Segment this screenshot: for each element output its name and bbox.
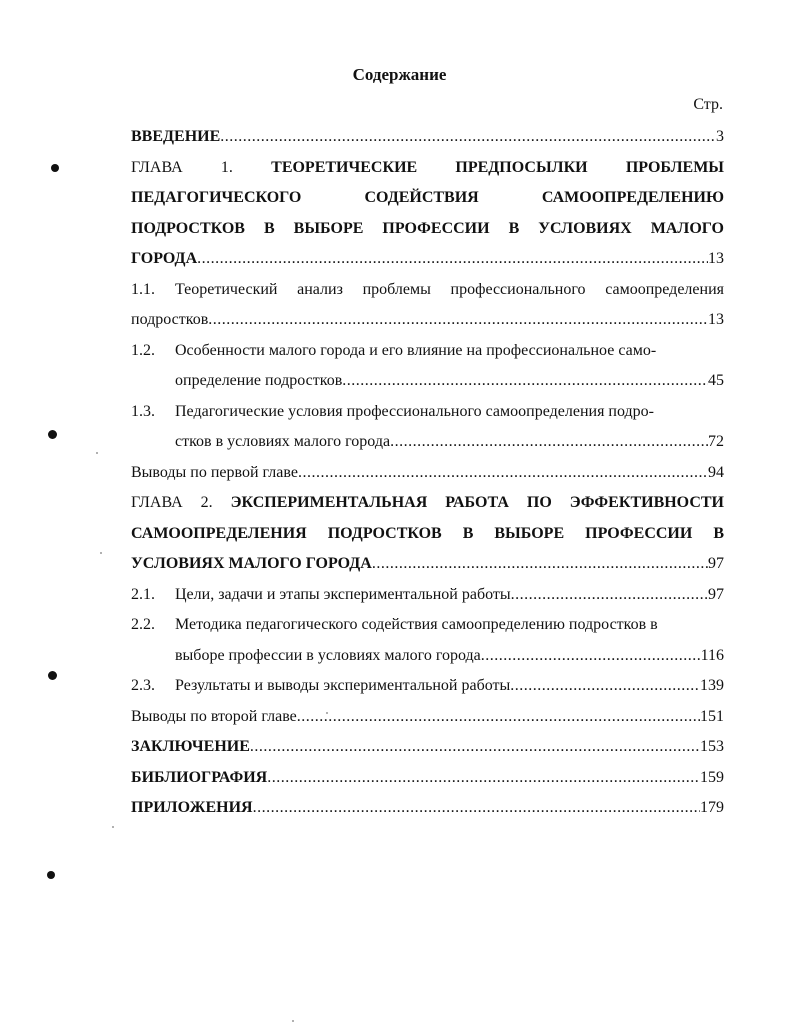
toc-entry-conclusions-1[interactable] <box>131 458 724 489</box>
toc-entry-label <box>131 580 511 611</box>
section-title: Особенности малого города и его влияние на профессиональное само- <box>175 341 657 359</box>
scan-speck <box>112 826 114 828</box>
toc-entry-label: ВВЕДЕНИЕ <box>131 128 221 145</box>
chapter-prefix: ГЛАВА 2. <box>131 494 213 511</box>
toc-page-number: 139 <box>700 677 724 694</box>
section-title: Методика педагогического содействия самоопределению подростков в <box>175 616 658 633</box>
section-number: 2.2. <box>131 616 155 633</box>
toc-section-2-1[interactable] <box>131 580 724 611</box>
punch-hole-mark <box>51 164 59 172</box>
toc-page-number: 97 <box>708 555 724 572</box>
toc-section-1-1-line2[interactable] <box>131 305 724 336</box>
toc-section-1-3-line1[interactable] <box>131 397 724 428</box>
dot-leader <box>510 671 700 702</box>
chapter-prefix: ГЛАВА 1. <box>131 158 233 176</box>
toc-chapter2-line3[interactable] <box>131 549 724 580</box>
toc-entry-label: Выводы по второй главе <box>131 707 297 725</box>
dot-leader <box>197 244 708 275</box>
section-title: Результаты и выводы экспериментальной работы <box>175 677 511 694</box>
toc-chapter1-line4[interactable] <box>131 244 724 275</box>
toc-entry-label: определение подростков <box>175 372 343 389</box>
toc-entry-conclusion[interactable] <box>131 732 724 763</box>
section-number: 1.1. <box>131 280 155 298</box>
toc-section-1-2-line1[interactable] <box>131 336 724 367</box>
toc-entry-label: ЗАКЛЮЧЕНИЕ <box>131 738 250 755</box>
toc-entry-label: стков в условиях малого города <box>175 433 391 450</box>
toc-page-number: 179 <box>700 799 724 816</box>
dot-leader <box>372 549 708 580</box>
toc-section-1-1-line1[interactable] <box>131 275 724 306</box>
scan-speck <box>292 1020 294 1022</box>
toc-entry-label: подростков <box>131 311 209 328</box>
dot-leader <box>208 305 708 336</box>
dot-leader <box>342 366 708 397</box>
toc-chapter2-line2[interactable]: САМООПРЕДЕЛЕНИЯ ПОДРОСТКОВ В ВЫБОРЕ ПРОФЕССИИ В <box>131 524 724 542</box>
scan-speck <box>96 452 98 454</box>
toc-entry-label <box>131 671 510 702</box>
toc-chapter2-line1[interactable] <box>131 488 724 519</box>
scan-speck <box>326 712 328 714</box>
dot-leader <box>267 763 700 794</box>
toc-section-2-2-line1[interactable] <box>131 610 724 641</box>
section-title: Цели, задачи и этапы экспериментальной работы <box>175 585 511 603</box>
toc-entry-label: БИБЛИОГРАФИЯ <box>131 768 268 786</box>
dot-leader <box>220 122 716 153</box>
section-number: 2.3. <box>131 677 155 694</box>
section-title: Теоретический анализ проблемы профессионального самоопределения <box>175 280 724 298</box>
toc-page-number: 13 <box>708 311 724 328</box>
toc-entry-bibliography[interactable] <box>131 763 724 794</box>
section-number: 2.1. <box>131 585 155 603</box>
toc-entry-intro[interactable] <box>131 122 724 153</box>
toc-page-number: 94 <box>708 463 724 481</box>
dot-leader <box>298 458 708 489</box>
page-column-label: Стр. <box>693 96 723 113</box>
toc-page-number: 97 <box>708 585 724 603</box>
toc-page-number: 116 <box>700 646 724 664</box>
toc-chapter1-line3[interactable]: ПОДРОСТКОВ В ВЫБОРЕ ПРОФЕССИИ В УСЛОВИЯХ МАЛОГО <box>131 219 724 237</box>
section-title: Педагогические условия профессионального самоопределения подро- <box>175 402 654 420</box>
table-of-contents <box>131 122 724 824</box>
toc-page-number: 151 <box>700 707 724 725</box>
toc-entry-label: УСЛОВИЯХ МАЛОГО ГОРОДА <box>131 555 372 572</box>
toc-section-1-3-line2[interactable] <box>131 427 724 458</box>
toc-entry-label: ПРИЛОЖЕНИЯ <box>131 799 253 816</box>
punch-hole-mark <box>47 871 55 879</box>
toc-page-number: 153 <box>700 738 724 755</box>
toc-entry-label: Выводы по первой главе <box>131 463 298 481</box>
toc-entry-conclusions-2[interactable] <box>131 702 724 733</box>
toc-entry-label: выборе профессии в условиях малого города <box>175 646 481 664</box>
dot-leader <box>390 427 708 458</box>
dot-leader <box>481 641 701 672</box>
section-number: 1.3. <box>131 402 155 420</box>
toc-section-2-3[interactable] <box>131 671 724 702</box>
toc-page-number: 3 <box>716 128 724 145</box>
toc-page-number: 72 <box>708 433 724 450</box>
page-title: Содержание <box>352 65 447 84</box>
toc-chapter1-line2[interactable]: ПЕДАГОГИЧЕСКОГО СОДЕЙСТВИЯ САМООПРЕДЕЛЕНИЮ <box>131 189 724 206</box>
toc-page-number: 159 <box>700 768 724 786</box>
dot-leader <box>253 793 700 824</box>
toc-section-2-2-line2[interactable] <box>131 641 724 672</box>
toc-section-1-2-line2[interactable] <box>131 366 724 397</box>
section-number: 1.2. <box>131 341 155 359</box>
chapter-title: ТЕОРЕТИЧЕСКИЕ ПРЕДПОСЫЛКИ ПРОБЛЕМЫ <box>271 158 724 176</box>
punch-hole-mark <box>48 430 57 439</box>
dot-leader <box>511 580 708 611</box>
dot-leader <box>250 732 700 763</box>
dot-leader <box>297 702 700 733</box>
toc-entry-label: ГОРОДА <box>131 250 198 267</box>
toc-entry-appendices[interactable] <box>131 793 724 824</box>
chapter-title: ЭКСПЕРИМЕНТАЛЬНАЯ РАБОТА ПО ЭФФЕКТИВНОСТИ <box>230 494 724 511</box>
toc-chapter1-line1[interactable] <box>131 153 724 184</box>
toc-page-number: 45 <box>708 372 724 389</box>
punch-hole-mark <box>48 671 57 680</box>
toc-page-number: 13 <box>708 250 724 267</box>
scan-speck <box>100 552 102 554</box>
